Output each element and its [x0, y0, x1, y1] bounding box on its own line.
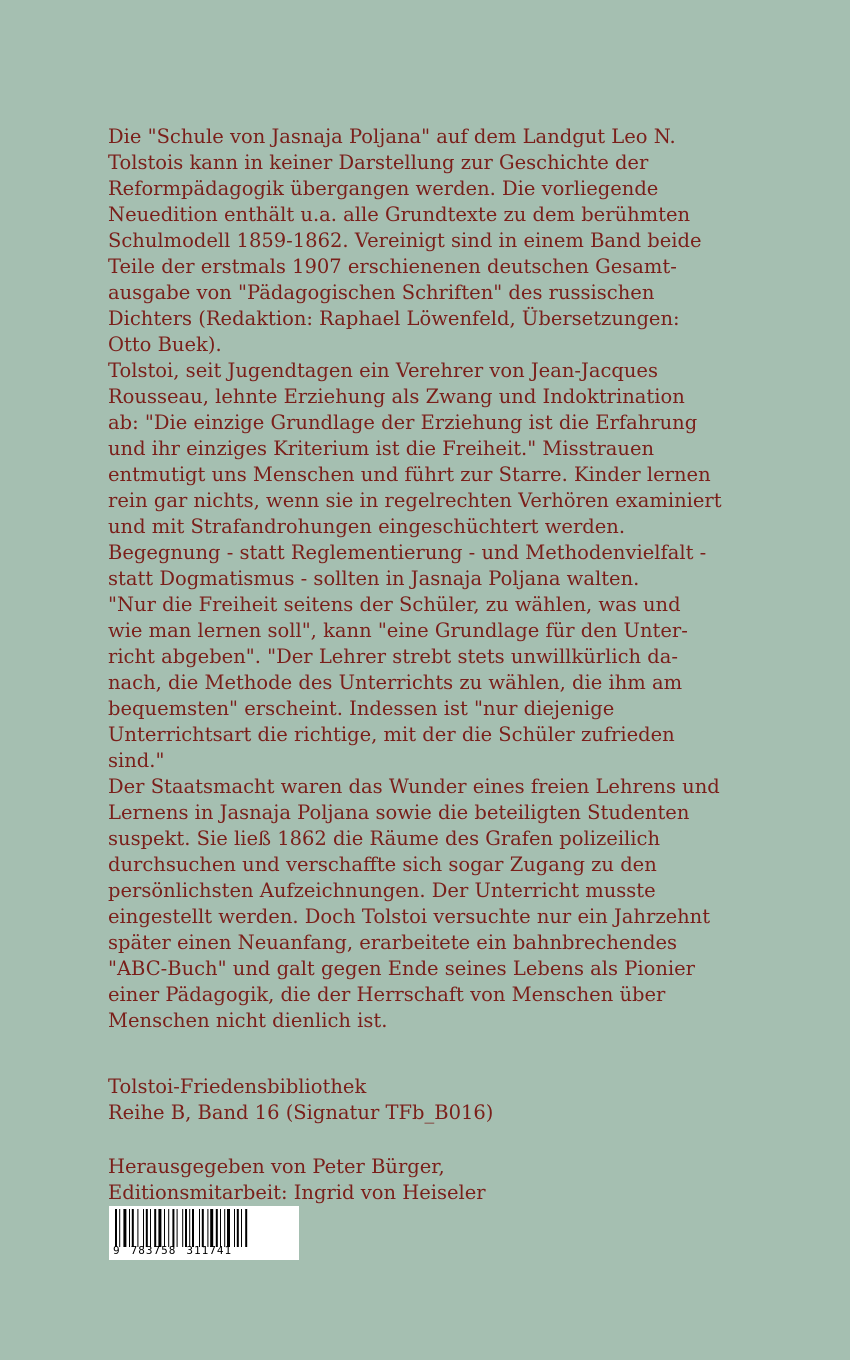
barcode-bar [202, 1209, 204, 1247]
blurb-line: richt abgeben". "Der Lehrer strebt stets unwillkürlich da- [108, 645, 678, 668]
barcode-bar [182, 1209, 183, 1247]
blurb-line: Neuedition enthält u.a. alle Grundtexte zu dem berühmten [108, 203, 691, 226]
blurb-line: ab: "Die einzige Grundlage der Erziehung ist die Erfahrung [108, 411, 698, 434]
blurb-line: Tolstois kann in keiner Darstellung zur Geschichte der [108, 151, 649, 174]
isbn-number [113, 1245, 297, 1257]
barcode-bar [129, 1209, 130, 1247]
blurb-line: eingestellt werden. Doch Tolstoi versuchte nur ein Jahrzehnt [108, 905, 711, 928]
barcode-bar [150, 1209, 151, 1247]
blurb-line: persönlichsten Aufzeichnungen. Der Unterricht musste [108, 879, 656, 902]
barcode-bar [185, 1209, 187, 1247]
barcode-bar [123, 1209, 126, 1247]
blurb-line: Dichters (Redaktion: Raphael Löwenfeld, Übersetzungen: [108, 307, 680, 330]
blurb-line: und mit Strafandrohungen eingeschüchtert werden. [108, 515, 626, 538]
barcode-bar [146, 1209, 148, 1247]
blurb-line: entmutigt uns Menschen und führt zur Starre. Kinder lernen [108, 463, 711, 486]
barcode-bar [234, 1209, 235, 1247]
blurb-line: "ABC-Buch" und galt gegen Ende seines Lebens als Pionier [108, 957, 695, 980]
barcode-bar [137, 1209, 138, 1247]
barcode-bar [143, 1209, 144, 1247]
blurb-line: rein gar nichts, wenn sie in regelrechten Verhören examiniert [108, 489, 722, 512]
blurb-line: Begegnung - statt Reglementierung - und Methodenvielfalt - [108, 541, 707, 564]
blurb-text [108, 124, 728, 1034]
barcode-bar [154, 1209, 156, 1247]
barcode-bar [172, 1209, 174, 1247]
blurb-line: Otto Buek). [108, 333, 222, 356]
series-name: Tolstoi-Friedensbibliothek [108, 1075, 367, 1098]
blurb-line: statt Dogmatismus - sollten in Jasnaja Poljana walten. [108, 567, 640, 590]
series-info [108, 1074, 493, 1126]
editor-collaborator-line: Editionsmitarbeit: Ingrid von Heiseler [108, 1181, 486, 1204]
blurb-line: Teile der erstmals 1907 erschienenen deutschen Gesamt- [108, 255, 677, 278]
barcode-bar [115, 1209, 117, 1247]
isbn-group-1: 783758 [130, 1244, 177, 1257]
barcode-bar [241, 1209, 242, 1247]
isbn-prefix: 9 [113, 1244, 121, 1257]
barcode-bar [199, 1209, 200, 1247]
blurb-line: "Nur die Freiheit seitens der Schüler, zu wählen, was und [108, 593, 681, 616]
blurb-line: Der Staatsmacht waren das Wunder eines freien Lehrens und [108, 775, 720, 798]
isbn-group-2: 311741 [186, 1244, 233, 1257]
barcode-bar [220, 1209, 221, 1247]
blurb-line: ausgabe von "Pädagogischen Schriften" des russischen [108, 281, 655, 304]
blurb-line: bequemsten" erscheint. Indessen ist "nur diejenige [108, 697, 615, 720]
blurb-line: Lernens in Jasnaja Poljana sowie die beteiligten Studenten [108, 801, 690, 824]
barcode-bar [189, 1209, 190, 1247]
blurb-line: Menschen nicht dienlich ist. [108, 1009, 388, 1032]
blurb-line: suspekt. Sie ließ 1862 die Räume des Grafen polizeilich [108, 827, 661, 850]
blurb-line: Schulmodell 1859-1862. Vereinigt sind in einem Band beide [108, 229, 702, 252]
barcode-bar [245, 1209, 247, 1247]
blurb-line: Rousseau, lehnte Erziehung als Zwang und Indoktrination [108, 385, 685, 408]
barcode-bar [227, 1209, 230, 1247]
blurb-line: wie man lernen soll", kann "eine Grundlage für den Unter- [108, 619, 688, 642]
barcode-bar [177, 1209, 178, 1247]
blurb-line: nach, die Methode des Unterrichts zu wählen, die ihm am [108, 671, 683, 694]
blurb-line: Die "Schule von Jasnaja Poljana" auf dem Landgut Leo N. [108, 125, 676, 148]
barcode-bar [210, 1209, 213, 1247]
series-volume: Reihe B, Band 16 (Signatur TFb_B016) [108, 1101, 494, 1124]
barcode-bar [237, 1209, 239, 1247]
barcode-bar [168, 1209, 169, 1247]
blurb-line: Tolstoi, seit Jugendtagen ein Verehrer von Jean-Jacques [108, 359, 658, 382]
barcode-bar [216, 1209, 218, 1247]
barcode-bar [224, 1209, 225, 1247]
editor-line: Herausgegeben von Peter Bürger, [108, 1155, 445, 1178]
blurb-line: einer Pädagogik, die der Herrschaft von Menschen über [108, 983, 666, 1006]
editor-info [108, 1154, 486, 1206]
blurb-line: später einen Neuanfang, erarbeitete ein bahnbrechendes [108, 931, 678, 954]
blurb-line: durchsuchen und verschaffte sich sogar Zugang zu den [108, 853, 657, 876]
barcode-bar [132, 1209, 134, 1247]
barcode-bar [119, 1209, 120, 1247]
barcode-bar [164, 1209, 165, 1247]
barcode-bar [158, 1209, 161, 1247]
barcode-bar [207, 1209, 208, 1247]
blurb-line: Unterrichtsart die richtige, mit der die Schüler zufrieden [108, 723, 675, 746]
blurb-line: sind." [108, 749, 165, 772]
barcode-bar [192, 1209, 194, 1247]
blurb-line: Reformpädagogik übergangen werden. Die vorliegende [108, 177, 659, 200]
isbn-barcode [109, 1206, 299, 1260]
barcode-bars [115, 1209, 293, 1247]
blurb-line: und ihr einziges Kriterium ist die Freiheit." Misstrauen [108, 437, 655, 460]
